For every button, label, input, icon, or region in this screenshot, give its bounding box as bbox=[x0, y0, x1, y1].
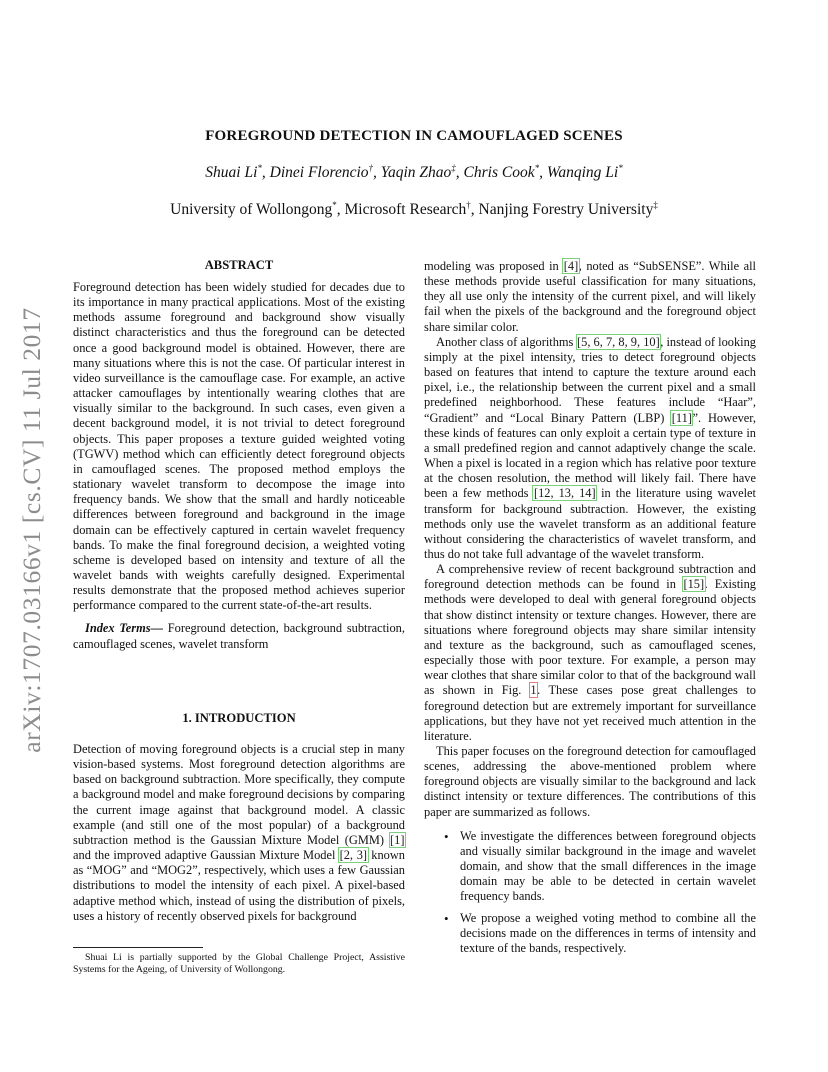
citation-link[interactable]: [4] bbox=[563, 259, 579, 273]
citation-link[interactable]: [15] bbox=[683, 577, 705, 592]
author-mark: † bbox=[368, 163, 374, 173]
abstract-text: Foreground detection has been widely studied for decades due to its importance in many practical applications. Most of the existing methods assume foreground and background show visually distinct characteristics and thus the foreground can be detected once a good background model is obtained. However, there are many situations where this is not the case. Of particular interest in video surveillance is the camouflage case. For example, an active attacker camouflages by intentionally wearing clothes that are visually similar to the background. In such cases, even given a decent background model, it is not trivial to detect foreground objects. This paper proposes a texture guided weighted voting (TGWV) method which can efficiently detect foreground objects in camouflaged scenes. The proposed method employs the stationary wavelet transform to decompose the image into frequency bands. We show that the small and hardly noticeable differences between foreground and background in the image domain can be effectively captured in certain wavelet frequency bands. To make the final foreground decision, a weighted voting scheme is developed based on intensity and texture of all the wavelet bands with weights carefully designed. Experimental results demonstrate that the proposed method achieves superior performance compared to the current state-of-the-art results. bbox=[73, 280, 405, 613]
author-name: Shuai Li bbox=[205, 164, 258, 181]
author-name: Yaqin Zhao bbox=[380, 164, 452, 181]
author-mark: * bbox=[618, 163, 623, 173]
author-name: Wanqing Li bbox=[546, 164, 619, 181]
footnote-rule bbox=[73, 947, 203, 948]
affiliation-mark: ‡ bbox=[653, 200, 658, 210]
abstract-heading: ABSTRACT bbox=[204, 258, 274, 272]
list-item: • We propose a weighed voting method to combine all the decisions made on the differences in terms of intensity and texture of the bands, respectively. bbox=[424, 911, 756, 956]
paper-title: FOREGROUND DETECTION IN CAMOUFLAGED SCENES bbox=[205, 128, 623, 144]
affiliation-name: Nanjing Forestry University bbox=[478, 201, 654, 218]
author-mark: ‡ bbox=[451, 163, 456, 173]
citation-link[interactable]: [1] bbox=[390, 832, 405, 847]
abstract-block bbox=[73, 280, 405, 652]
right-column bbox=[424, 259, 756, 956]
affiliation-list: University of Wollongong*, Microsoft Research†, Nanjing Forestry University‡ bbox=[170, 200, 658, 218]
footnote: Shuai Li is partially supported by the Global Challenge Project, Assistive Systems for the Ageing, of University of Wollongong. bbox=[73, 952, 405, 976]
author-name: Chris Cook bbox=[463, 164, 535, 181]
index-terms-label: Index Terms— bbox=[85, 621, 163, 636]
index-terms-text: Foreground detection, background subtraction, camouflaged scenes, wavelet transform bbox=[73, 621, 405, 651]
affiliation-mark: * bbox=[332, 200, 337, 210]
affiliation-name: University of Wollongong bbox=[170, 201, 333, 218]
intro-heading: 1. INTRODUCTION bbox=[182, 711, 296, 725]
affiliation-mark: † bbox=[466, 200, 471, 210]
affiliation-name: Microsoft Research bbox=[344, 201, 467, 218]
citation-link[interactable]: [12, 13, 14] bbox=[533, 486, 596, 501]
author-mark: * bbox=[257, 163, 262, 173]
author-mark: * bbox=[534, 163, 540, 173]
paragraph: modeling was proposed in [4], noted as “SubSENSE”. While all these methods provide useful classification for many situations, they all use only the intensity of the current pixel, and will likely fail when the pixels of the background and the foreground object share similar color. bbox=[424, 259, 756, 334]
author-list: Shuai Li*, Dinei Florencio†, Yaqin Zhao‡, Chris Cook*, Wanqing Li* bbox=[205, 163, 623, 181]
author-name: Dinei Florencio bbox=[269, 164, 369, 181]
citation-link[interactable]: [2, 3] bbox=[339, 848, 368, 863]
citation-link[interactable]: [11] bbox=[671, 410, 692, 425]
arxiv-sidebar-stamp: arXiv:1707.03166v1 [cs.CV] 11 Jul 2017 bbox=[17, 307, 46, 753]
list-item: • We investigate the differences between foreground objects and visually similar background in the image and wavelet domain, and show that the small differences in the image domain may be able to be detected in certain wavelet frequency bands. bbox=[424, 829, 756, 905]
figure-link[interactable]: 1 bbox=[530, 683, 537, 698]
contribution-list bbox=[424, 829, 756, 956]
intro-paragraph: Detection of moving foreground objects is a crucial step in many vision-based systems. Most foreground detection algorithms are based on background subtraction. More specifically, they compute a background model and make foreground decisions by comparing the current image against that background model. A classic example (and still one of the most popular) of a background subtraction method is the Gaussian Mixture Model (GMM) [1] and the improved adaptive Gaussian Mixture Model [2, 3] known as “MOG” and “MOG2”, respectively, which uses a few Gaussian distributions to model the intensity of each pixel. A pixel-based adaptive method which, instead of using the distribution of pixels, uses a history of recently observed pixels for background bbox=[73, 742, 405, 923]
index-terms bbox=[73, 621, 405, 651]
paragraph: A comprehensive review of recent background subtraction and foreground detection methods can be found in [15]. Existing methods were developed to deal with general foreground objects that show distinct intensity or texture changes. However, there are situations where foreground objects may share similar intensity and texture as the background, such as camouflaged scenes, especially those with poor texture. For example, a person may wear clothes that share similar color to that of the background wall as shown in Fig. 1. These cases pose great challenges to foreground detection but are extremely important for surveillance applications, but they have not yet received much attention in the literature. bbox=[424, 562, 757, 743]
paragraph: This paper focuses on the foreground detection for camouflaged scenes, addressing the above-mentioned problem where foreground objects are visually similar to the background and lack distinct intensity or texture differences. The contributions of this paper are summarized as follows. bbox=[424, 744, 756, 819]
paragraph: Another class of algorithms [5, 6, 7, 8, 9, 10], instead of looking simply at the pixel intensity, tries to detect foreground objects based on features that intend to capture the texture around each pixel, i.e., the relationship between the current pixel and a small predefined neighborhood. These features include “Haar”, “Gradient” and “Local Binary Pattern (LBP) [11]”. However, these kinds of features can only exploit a certain type of texture in a small predefined region and cannot adaptively change the scale. When a pixel is located in a region which has relative poor texture at the chosen resolution, the method will likely fail. There have been a few methods [12, 13, 14] in the literature using wavelet transform for background subtraction. However, the existing methods only use the wavelet transform as an additional feature without considering the characteristics of wavelet transform, and thus do not take full advantage of the wavelet transform. bbox=[424, 334, 757, 561]
citation-link[interactable]: [5, 6, 7, 8, 9, 10] bbox=[577, 334, 660, 349]
